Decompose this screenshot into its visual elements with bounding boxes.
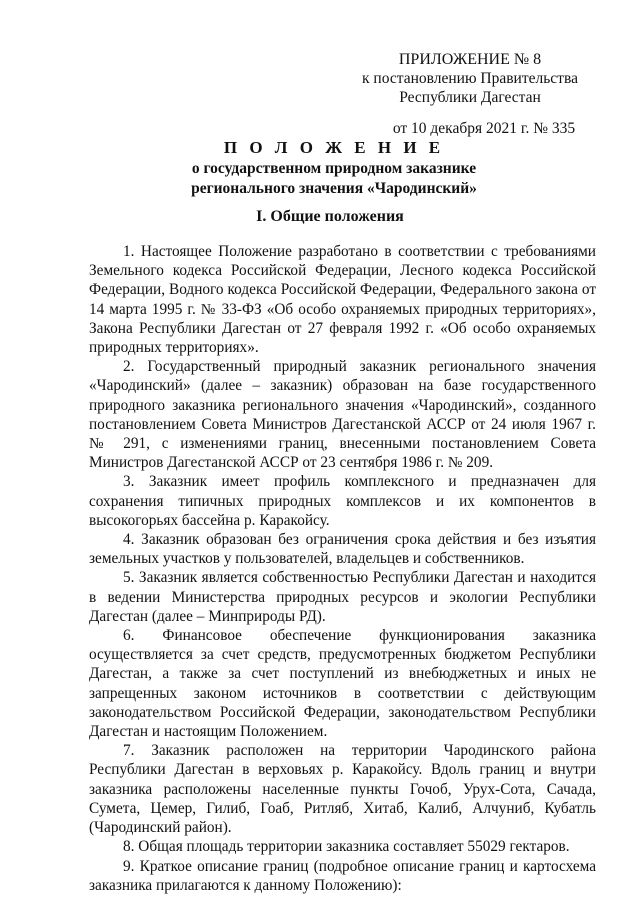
appendix-date: от 10 декабря 2021 г. № 335 (392, 120, 576, 137)
paragraph-6: 6. Финансовое обеспечение функционирования заказника осуществляется за счет средств, предусмотренных бюджетом Республики Дагестан, а также за счет поступлений из внебюджетных и иных не запрещенных законом источников в соответствии с действующим законодательством Российской Федерации, законодательством Республики Дагестан и настоящим Положением. (89, 627, 596, 741)
paragraph-9: 9. Краткое описание границ (подробное описание границ и картосхема заказника прилагаются к данному Положению): (89, 857, 596, 894)
paragraph-2: 2. Государственный природный заказник регионального значения «Чародинский» (далее – заказник) образован на базе государственного природного заказника регионального значения «Чародинский», созданного постановлением Совета Министров Дагестанской АССР от 24 июля 1967 г. № 291, с изменениями границ, внесенными постановлением Совета Министров Дагестанской АССР от 23 сентября 1986 г. № 209. (89, 358, 596, 472)
paragraph-4: 4. Заказник образован без ограничения срока действия и без изъятия земельных участков у пользователей, владельцев и собственников. (89, 531, 596, 568)
paragraph-3: 3. Заказник имеет профиль комплексного и предназначен для сохранения типичных природных комплексов и их компонентов в высокогорьях бассейна р. Каракойсу. (89, 473, 596, 529)
section-heading: I. Общие положения (256, 208, 404, 225)
appendix-number: ПРИЛОЖЕНИЕ № 8 (398, 51, 542, 68)
appendix-decree-line: к постановлению Правительства (362, 70, 578, 87)
paragraph-8: 8. Общая площадь территории заказника составляет 55029 гектаров. (123, 838, 570, 856)
paragraph-5: 5. Заказник является собственностью Республики Дагестан и находится в ведении Министерства природных ресурсов и экологии Республики Дагестан (далее – Минприроды РД). (89, 569, 596, 625)
title-subtitle-line-1: о государственном природном заказнике (191, 160, 477, 177)
paragraph-1: 1. Настоящее Положение разработано в соответствии с требованиями Земельного кодекса Российской Федерации, Лесного кодекса Российской Федерации, Водного кодекса Российской Федерации, Федерального закона от 14 марта 1995 г. № 33-ФЗ «Об особо охраняемых природных территориях», Закона Республики Дагестан от 27 февраля 1992 г. «Об особо охраняемых природных территориях». (89, 243, 596, 357)
document-title (0, 138, 640, 198)
document-body (89, 242, 596, 895)
appendix-header (350, 50, 590, 138)
title-main: П О Л О Ж Е Н И Е (223, 138, 445, 157)
appendix-republic-line: Республики Дагестан (399, 89, 541, 106)
paragraph-7: 7. Заказник расположен на территории Чародинского района Республики Дагестан в верховьях р. Каракойсу. Вдоль границ и внутри заказника расположены населенные пункты Гочоб, Урух-Сота, Сачада, Сумета, Цемер, Гилиб, Гоаб, Ритляб, Хитаб, Калиб, Алчуниб, Кубатль (Чародинский район). (89, 742, 596, 837)
title-subtitle-line-2: регионального значения «Чародинский» (191, 180, 477, 197)
